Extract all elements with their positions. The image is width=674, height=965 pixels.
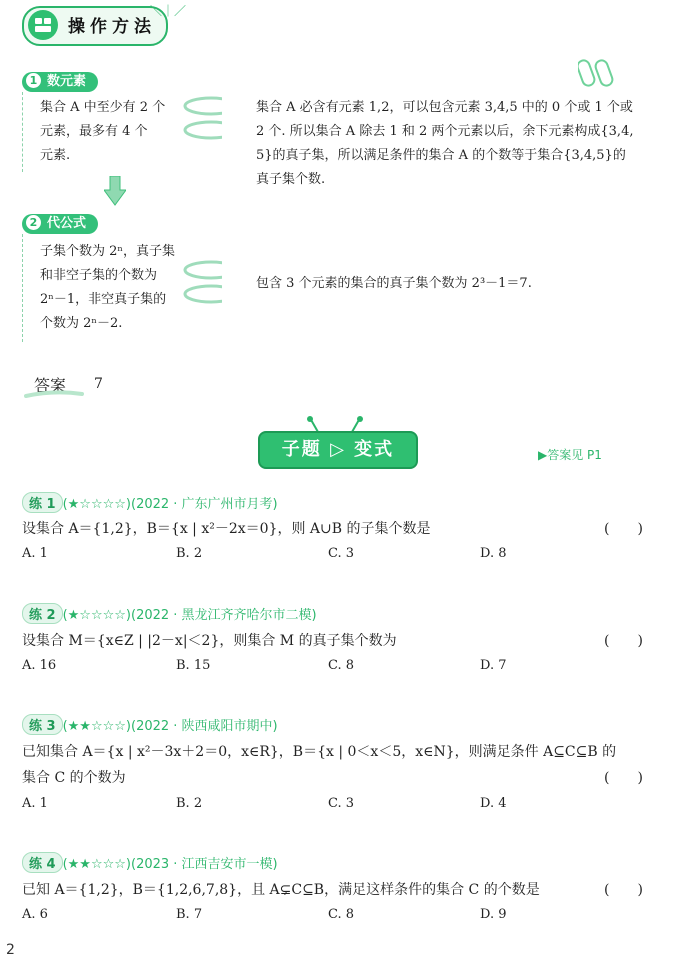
answer-blank: ( ): [604, 770, 643, 786]
option: D. 9: [480, 907, 507, 922]
step-1-number: 1: [26, 73, 41, 88]
answer-label: 答案: [34, 376, 67, 395]
step-1-detail-line: 真子集个数.: [256, 172, 326, 187]
step-1-line: 元素.: [40, 148, 71, 163]
exercise-1-header: [22, 492, 278, 513]
step-2-detail: 包含 3 个元素的集合的真子集个数为 2³－1＝7.: [256, 276, 532, 291]
exercise-tag: 练 2: [22, 603, 63, 624]
option: A. 16: [22, 658, 57, 673]
option: B. 15: [176, 658, 211, 673]
step-1-title: 数元素: [47, 74, 87, 89]
answer-blank: ( ): [604, 882, 643, 898]
option: A. 6: [22, 907, 48, 922]
answer-value: 7: [94, 376, 103, 392]
option: A. 1: [22, 796, 48, 811]
exercise-4-header: [22, 852, 278, 873]
exercise-meta: (★★☆☆☆)(2022 · 陕西咸阳市期中): [62, 719, 278, 734]
exercise-1-stem: 设集合 A＝{1,2}，B＝{x | x²－2x＝0}，则 A∪B 的子集个数是: [22, 521, 431, 537]
exercise-3-header: [22, 714, 278, 735]
step-2-line: 和非空子集的个数为: [40, 268, 158, 283]
option: C. 8: [328, 658, 355, 673]
page-number: 2: [6, 942, 15, 958]
option: C. 3: [328, 796, 355, 811]
step-1-line: 元素，最多有 4 个: [40, 124, 148, 139]
exercise-3-stem-line: 集合 C 的个数为: [22, 770, 126, 786]
option: D. 8: [480, 546, 507, 561]
option: D. 7: [480, 658, 507, 673]
exercise-meta: (★★☆☆☆)(2023 · 江西吉安市一模): [62, 857, 278, 872]
step-2-label: [22, 214, 98, 234]
option: B. 2: [176, 546, 203, 561]
arrow-down-icon: [104, 176, 126, 206]
step-1-detail: [256, 96, 656, 192]
option: B. 2: [176, 796, 203, 811]
step-1-detail-line: 2 个. 所以集合 A 除去 1 和 2 两个元素以后，余下元素构成{3,4,: [256, 124, 634, 139]
paperclip-icon: [578, 56, 628, 90]
step-1-detail-line: 集合 A 必含有元素 1,2，可以包含元素 3,4,5 中的 0 个或 1 个或: [256, 100, 633, 115]
option: C. 3: [328, 546, 355, 561]
option: D. 4: [480, 796, 507, 811]
exercise-tag: 练 1: [22, 492, 63, 513]
exercise-3-stem-line: 已知集合 A＝{x | x²－3x＋2＝0，x∈R}，B＝{x | 0＜x＜5，x∈N}，则满足条件 A⊆C⊆B 的: [22, 744, 617, 760]
step-1-label: [22, 72, 98, 92]
step-2-line: 个数为 2ⁿ－2.: [40, 316, 123, 331]
exercise-meta: (★☆☆☆☆)(2022 · 黑龙江齐齐哈尔市二模): [62, 608, 317, 623]
option: B. 7: [176, 907, 203, 922]
method-icon: [28, 10, 58, 40]
antenna-icon: [300, 416, 370, 432]
answer-reference: ▶答案见 P1: [538, 448, 602, 462]
step-1-detail-line: 5}的真子集，所以满足条件的集合 A 的个数等于集合{3,4,5}的: [256, 148, 626, 163]
step-2-line: 2ⁿ－1，非空真子集的: [40, 292, 167, 307]
option: A. 1: [22, 546, 48, 561]
exercise-4-stem: 已知 A＝{1,2}，B＝{1,2,6,7,8}，且 A⊊C⊆B，满足这样条件的集合 C 的个数是: [22, 882, 540, 898]
step-1-text: [40, 96, 165, 168]
exercise-tag: 练 3: [22, 714, 63, 735]
step-1-line: 集合 A 中至少有 2 个: [40, 100, 166, 115]
link-loops-icon: [182, 94, 222, 144]
step-2-number: 2: [26, 215, 41, 230]
exercise-2-header: [22, 603, 317, 624]
exercise-tag: 练 4: [22, 852, 63, 873]
decor-ticks-icon: ＼｜／: [150, 4, 187, 18]
link-loops-icon: [182, 258, 222, 308]
answer-blank: ( ): [604, 521, 643, 537]
answer-underline: [24, 388, 84, 400]
exercise-2-stem: 设集合 M＝{x∈Z | |2－x|＜2}，则集合 M 的真子集个数为: [22, 633, 397, 649]
option: C. 8: [328, 907, 355, 922]
exercise-meta: (★☆☆☆☆)(2022 · 广东广州市月考): [62, 497, 278, 512]
answer-blank: ( ): [604, 633, 643, 649]
step-2-text: [40, 240, 175, 336]
section-title: 子题 ▷ 变式: [258, 431, 418, 469]
step-2-title: 代公式: [47, 216, 87, 231]
step-2-line: 子集个数为 2ⁿ，真子集: [40, 244, 176, 259]
method-title: 操作方法: [68, 17, 156, 37]
